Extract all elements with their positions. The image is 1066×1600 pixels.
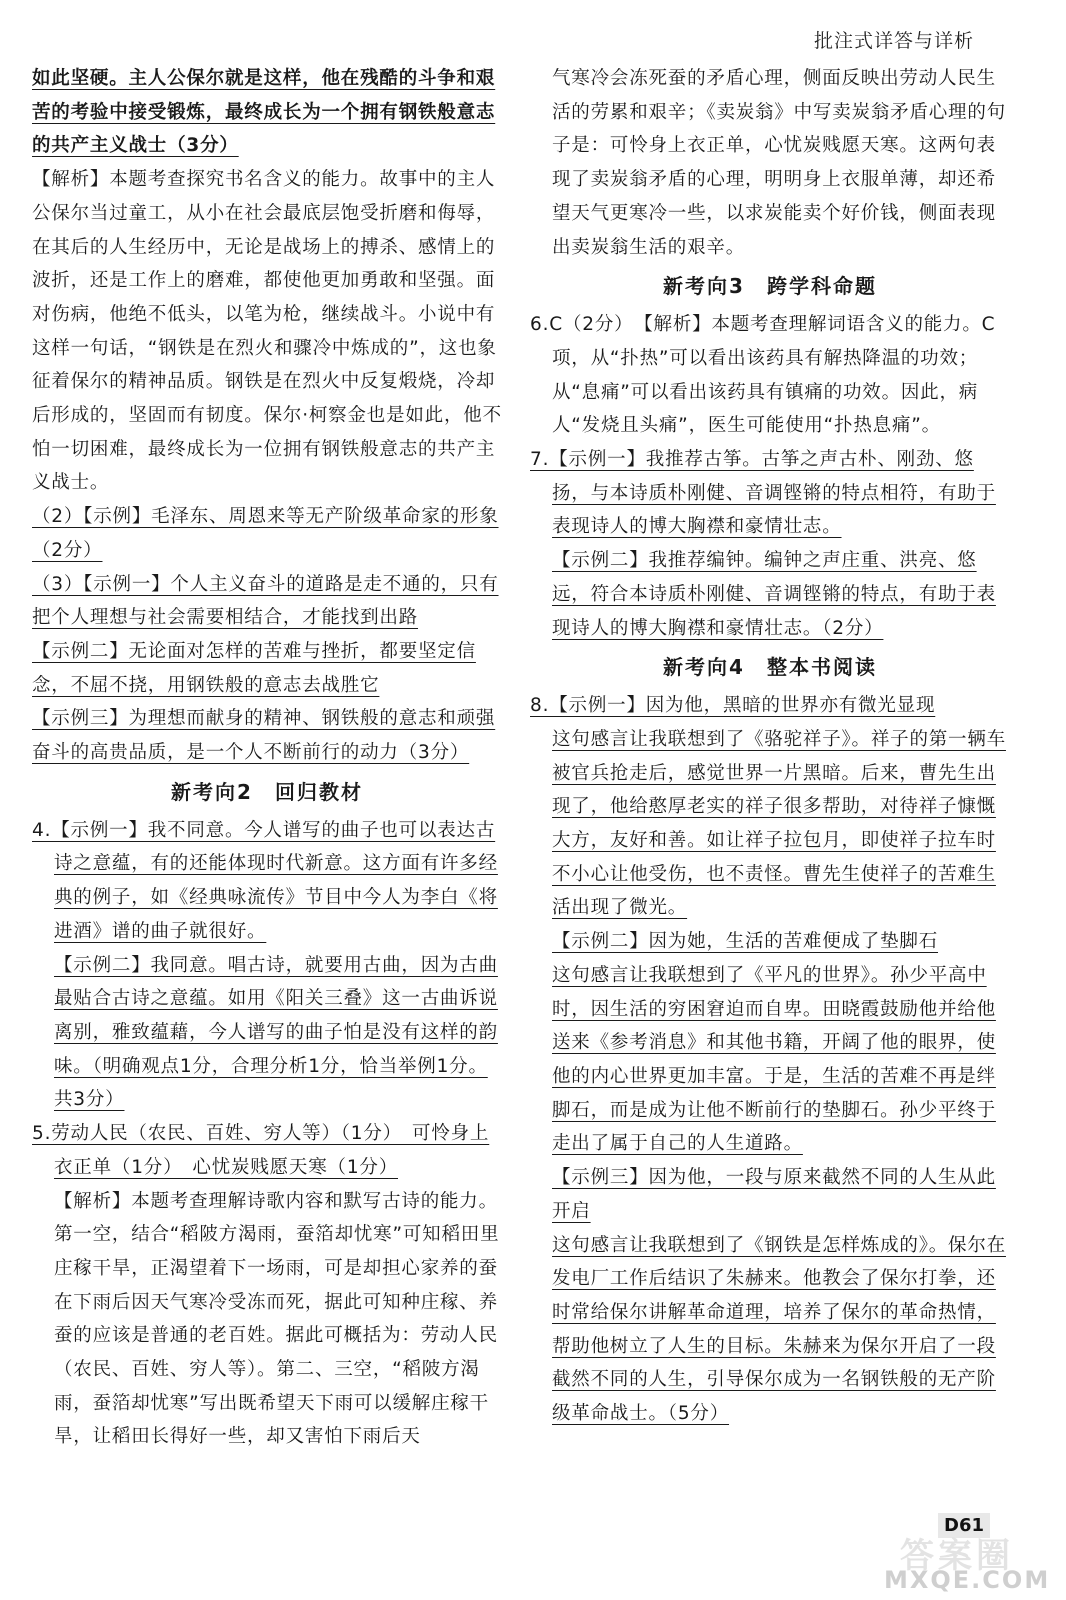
- answer-paragraph: [530, 1229, 1010, 1431]
- underlined-text: 【示例二】我推荐编钟。编钟之声庄重、洪亮、悠远，符合本诗质朴刚健、音调铿锵的特点，有助于表现诗人的博大胸襟和豪情壮志。（2分）: [552, 550, 996, 639]
- answer-paragraph: [530, 443, 1010, 544]
- answer-paragraph: [530, 925, 1010, 959]
- answer-paragraph: [530, 689, 1010, 723]
- answer-paragraph: 【解析】本题考查理解诗歌内容和默写古诗的能力。第一空，结合“稻陂方渴雨，蚕箔却忧寒”可知稻田里庄稼干旱，正渴望着下一场雨，可是却担心家养的蚕在下雨后因天气寒冷受冻而死，据此可知种庄稼、养蚕的应该是普通的老百姓。据此可概括为：劳动人民（农民、百姓、穷人等）。第二、三空，“稻陂方渴雨，蚕箔却忧寒”写出既希望天下雨可以缓解庄稼干旱，让稻田长得好一些，却又害怕下雨后天: [54, 1190, 500, 1448]
- answer-paragraph: 【解析】本题考查探究书名含义的能力。故事中的主人公保尔当过童工，从小在社会最底层饱受折磨和侮辱，在其后的人生经历中，无论是战场上的搏杀、感情上的波折，还是工作上的磨难，都使他更加勇敢和坚强。面对伤病，他绝不低头，以笔为枪，继续战斗。小说中有这样一句话，“钢铁是在烈火和骤冷中炼成的”，这也象征着保尔的精神品质。钢铁是在烈火中反复煅烧，冷却后形成的，坚固而有韧度。保尔·柯察金也是如此，他不怕一切困难，最终成长为一位拥有钢铁般意志的共产主义战士。: [32, 169, 502, 494]
- watermark-url: MXQE.COM: [884, 1566, 1051, 1594]
- answer-paragraph: [32, 949, 502, 1118]
- underlined-text: 【示例二】因为她，生活的苦难便成了垫脚石: [552, 931, 939, 953]
- left-column: [32, 62, 502, 1454]
- underlined-text: 【示例三】为理想而献身的精神、钢铁般的意志和顽强奋斗的高贵品质，是一个人不断前行的动力（3分）: [32, 708, 496, 764]
- page-header: 批注式详答与详析: [813, 30, 974, 52]
- underlined-text: （2）【示例】毛泽东、周恩来等无产阶级革命家的形象（2分）: [32, 506, 499, 561]
- underlined-text: 这句感言让我联想到了《钢铁是怎样炼成的》。保尔在发电厂工作后结识了朱赫来。他教会了保尔打拳，还时常给保尔讲解革命道理，培养了保尔的革命热情，帮助他树立了人生的目标。朱赫来为保尔开启了一段截然不同的人生，引导保尔成为一名钢铁般的无产阶级革命战士。（5分）: [552, 1234, 1006, 1425]
- answer-paragraph: 6.C（2分） 【解析】本题考查理解词语含义的能力。C项，从“扑热”可以看出该药具有解热降温的功效；从“息痛”可以看出该药具有镇痛的功效。因此，病人“发烧且头痛”，医生可能使用“扑热息痛”。: [530, 314, 996, 437]
- underlined-text: （3）【示例一】个人主义奋斗的道路是走不通的，只有把个人理想与社会需要相结合，才能找到出路: [32, 573, 499, 629]
- answer-paragraph: [530, 544, 1010, 645]
- section-heading: 新考向4 整本书阅读: [663, 655, 877, 680]
- underlined-text: 如此坚硬。主人公保尔就是这样，他在残酷的斗争和艰苦的考验中接受锻炼，最终成长为一个拥有钢铁般意志的共产主义战士（3分）: [32, 68, 496, 157]
- underlined-text: 【示例二】无论面对怎样的苦难与挫折，都要坚定信念，不屈不挠，用钢铁般的意志去战胜它: [32, 640, 476, 696]
- watermark-logo: 答案圈: [900, 1536, 1014, 1576]
- answer-paragraph: [32, 635, 502, 702]
- section-heading: 新考向2 回归教材: [171, 779, 363, 804]
- answer-paragraph: 气寒冷会冻死蚕的矛盾心理，侧面反映出劳动人民生活的劳累和艰辛；《卖炭翁》中写卖炭翁矛盾心理的句子是：可怜身上衣正单，心忧炭贱愿天寒。这两句表现了卖炭翁矛盾的心理，明明身上衣服单薄，却还希望天气更寒冷一些，以求炭能卖个好价钱，侧面表现出卖炭翁生活的艰辛。: [552, 68, 1006, 258]
- underlined-text: 这句感言让我联想到了《骆驼祥子》。祥子的第一辆车被官兵抢走后，感觉世界一片黑暗。后来，曹先生出现了，他给憨厚老实的祥子很多帮助，对待祥子慷慨大方，友好和善。如让祥子拉包月，即使祥子拉车时不小心让他受伤，也不责怪。曹先生使祥子的苦难生活出现了微光。: [552, 728, 1006, 919]
- underlined-text: 【示例二】我同意。唱古诗，就要用古曲，因为古曲最贴合古诗之意蕴。如用《阳关三叠》这一古曲诉说离别，雅致蕴藉，今人谱写的曲子怕是没有这样的韵味。（明确观点1分，合理分析1分，恰当举例1分。共3分）: [54, 954, 498, 1111]
- answer-paragraph: [530, 723, 1010, 925]
- underlined-text: 5.劳动人民（农民、百姓、穷人等）（1分） 可怜身上衣正单（1分） 心忧炭贱愿天寒（1分）: [32, 1123, 490, 1178]
- answer-paragraph: [32, 814, 502, 949]
- section-heading: 新考向3 跨学科命题: [663, 274, 877, 299]
- right-column: [530, 62, 1010, 1431]
- underlined-text: 7.【示例一】我推荐古筝。古筝之声古朴、刚劲、悠扬，与本诗质朴刚健、音调铿锵的特点相符，有助于表现诗人的博大胸襟和豪情壮志。: [530, 449, 996, 538]
- underlined-text: 这句感言让我联想到了《平凡的世界》。孙少平高中时，因生活的穷困窘迫而自卑。田晓霞鼓励他并给他送来《参考消息》和其他书籍，开阔了他的眼界，使他的内心世界更加丰富。于是，生活的苦难不再是绊脚石，而是成为让他不断前行的垫脚石。孙少平终于走出了属于自己的人生道路。: [552, 964, 996, 1155]
- page-number: D61: [938, 1513, 990, 1538]
- answer-paragraph: [32, 62, 502, 163]
- answer-paragraph: [32, 500, 502, 567]
- underlined-text: 8.【示例一】因为他，黑暗的世界亦有微光显现: [530, 695, 936, 717]
- answer-paragraph: [530, 959, 1010, 1161]
- answer-paragraph: [530, 1161, 1010, 1228]
- underlined-text: 【示例三】因为他，一段与原来截然不同的人生从此开启: [552, 1167, 996, 1222]
- answer-paragraph: [32, 568, 502, 635]
- answer-paragraph: [32, 1117, 502, 1184]
- answer-paragraph: [32, 702, 502, 769]
- underlined-text: 4.【示例一】我不同意。今人谱写的曲子也可以表达古诗之意蕴，有的还能体现时代新意。这方面有许多经典的例子，如《经典咏流传》节目中今人为李白《将进酒》谱的曲子就很好。: [32, 819, 498, 942]
